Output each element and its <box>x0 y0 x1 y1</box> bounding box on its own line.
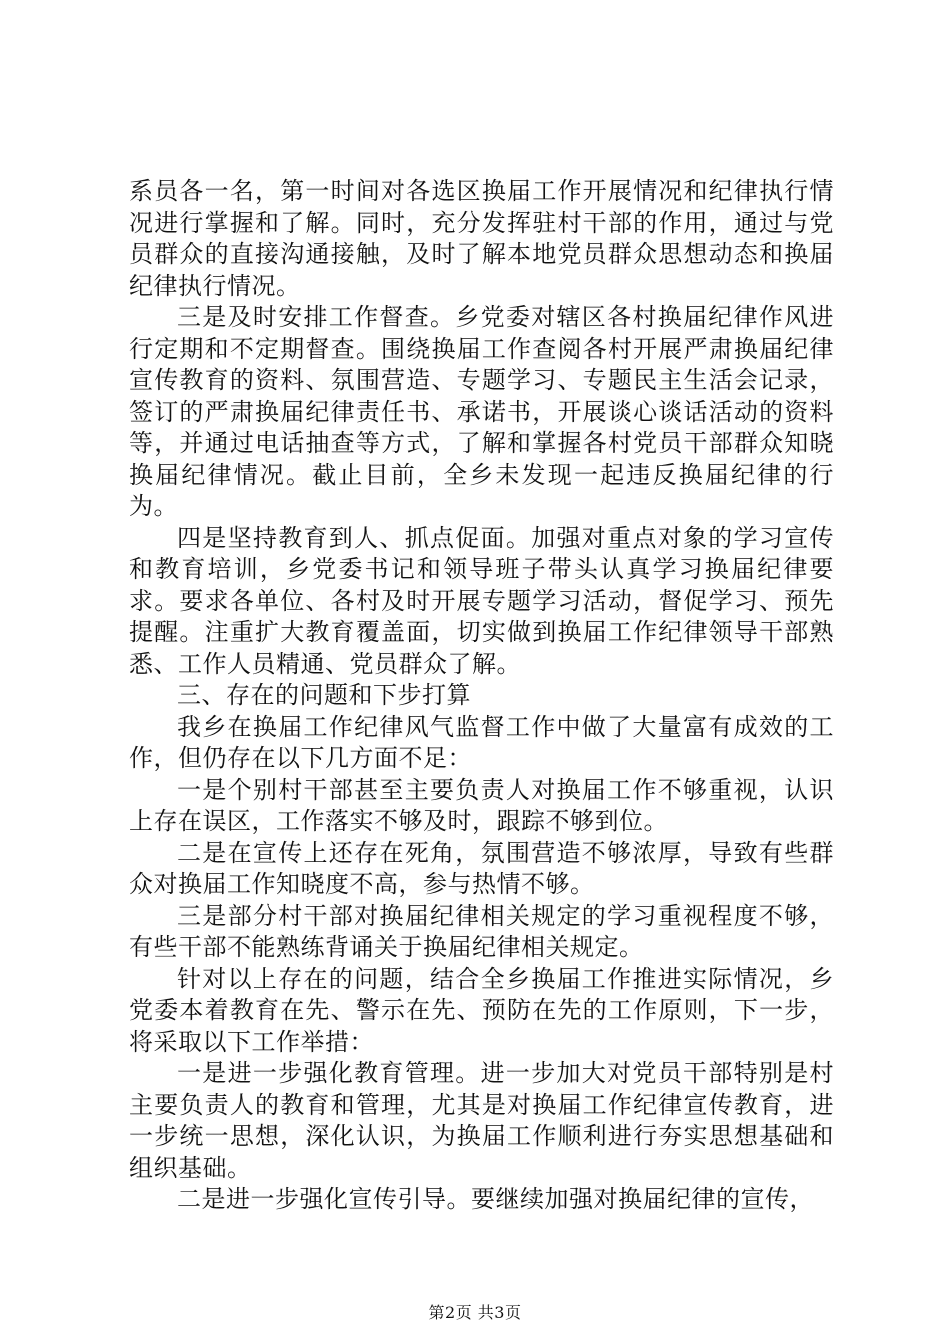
paragraph-2: 三是及时安排工作督查。乡党委对辖区各村换届纪律作风进行定期和不定期督查。围绕换届工作查阅各村开展严肃换届纪律宣传教育的资料、氛围营造、专题学习、专题民主生活会记录，签订的严肃换届纪律责任书、承诺书，开展谈心谈话活动的资料等，并通过电话抽查等方式，了解和掌握各村党员干部群众知晓换届纪律情况。截止目前，全乡未发现一起违反换届纪律的行为。 <box>129 303 834 520</box>
paragraph-3: 四是坚持教育到人、抓点促面。加强对重点对象的学习宣传和教育培训，乡党委书记和领导班子带头认真学习换届纪律要求。要求各单位、各村及时开展专题学习活动，督促学习、预先提醒。注重扩大教育覆盖面，切实做到换届工作纪律领导干部熟悉、工作人员精通、党员群众了解。 <box>129 523 834 678</box>
paragraph-11: 二是进一步强化宣传引导。要继续加强对换届纪律的宣传， <box>177 1185 814 1213</box>
page-number-footer: 第2页 共3页 <box>428 1303 522 1322</box>
section-heading: 三、存在的问题和下步打算 <box>177 681 471 709</box>
paragraph-5: 我乡在换届工作纪律风气监督工作中做了大量富有成效的工作，但仍存在以下几方面不足： <box>129 712 834 772</box>
paragraph-1: 系员各一名，第一时间对各选区换届工作开展情况和纪律执行情况进行掌握和了解。同时，充分发挥驻村干部的作用，通过与党员群众的直接沟通接触，及时了解本地党员群众思想动态和换届纪律执行情况。 <box>129 177 834 300</box>
paragraph-10: 一是进一步强化教育管理。进一步加大对党员干部特别是村主要负责人的教育和管理，尤其是对换届工作纪律宣传教育，进一步统一思想，深化认识，为换届工作顺利进行夯实思想基础和组织基础。 <box>129 1059 834 1182</box>
paragraph-8: 三是部分村干部对换届纪律相关规定的学习重视程度不够，有些干部不能熟练背诵关于换届纪律相关规定。 <box>129 901 834 961</box>
paragraph-7: 二是在宣传上还存在死角，氛围营造不够浓厚，导致有些群众对换届工作知晓度不高，参与热情不够。 <box>129 838 834 898</box>
paragraph-9: 针对以上存在的问题，结合全乡换届工作推进实际情况，乡党委本着教育在先、警示在先、预防在先的工作原则，下一步，将采取以下工作举措： <box>129 964 834 1056</box>
document-body <box>129 176 834 1216</box>
paragraph-6: 一是个别村干部甚至主要负责人对换届工作不够重视，认识上存在误区，工作落实不够及时，跟踪不够到位。 <box>129 775 834 835</box>
